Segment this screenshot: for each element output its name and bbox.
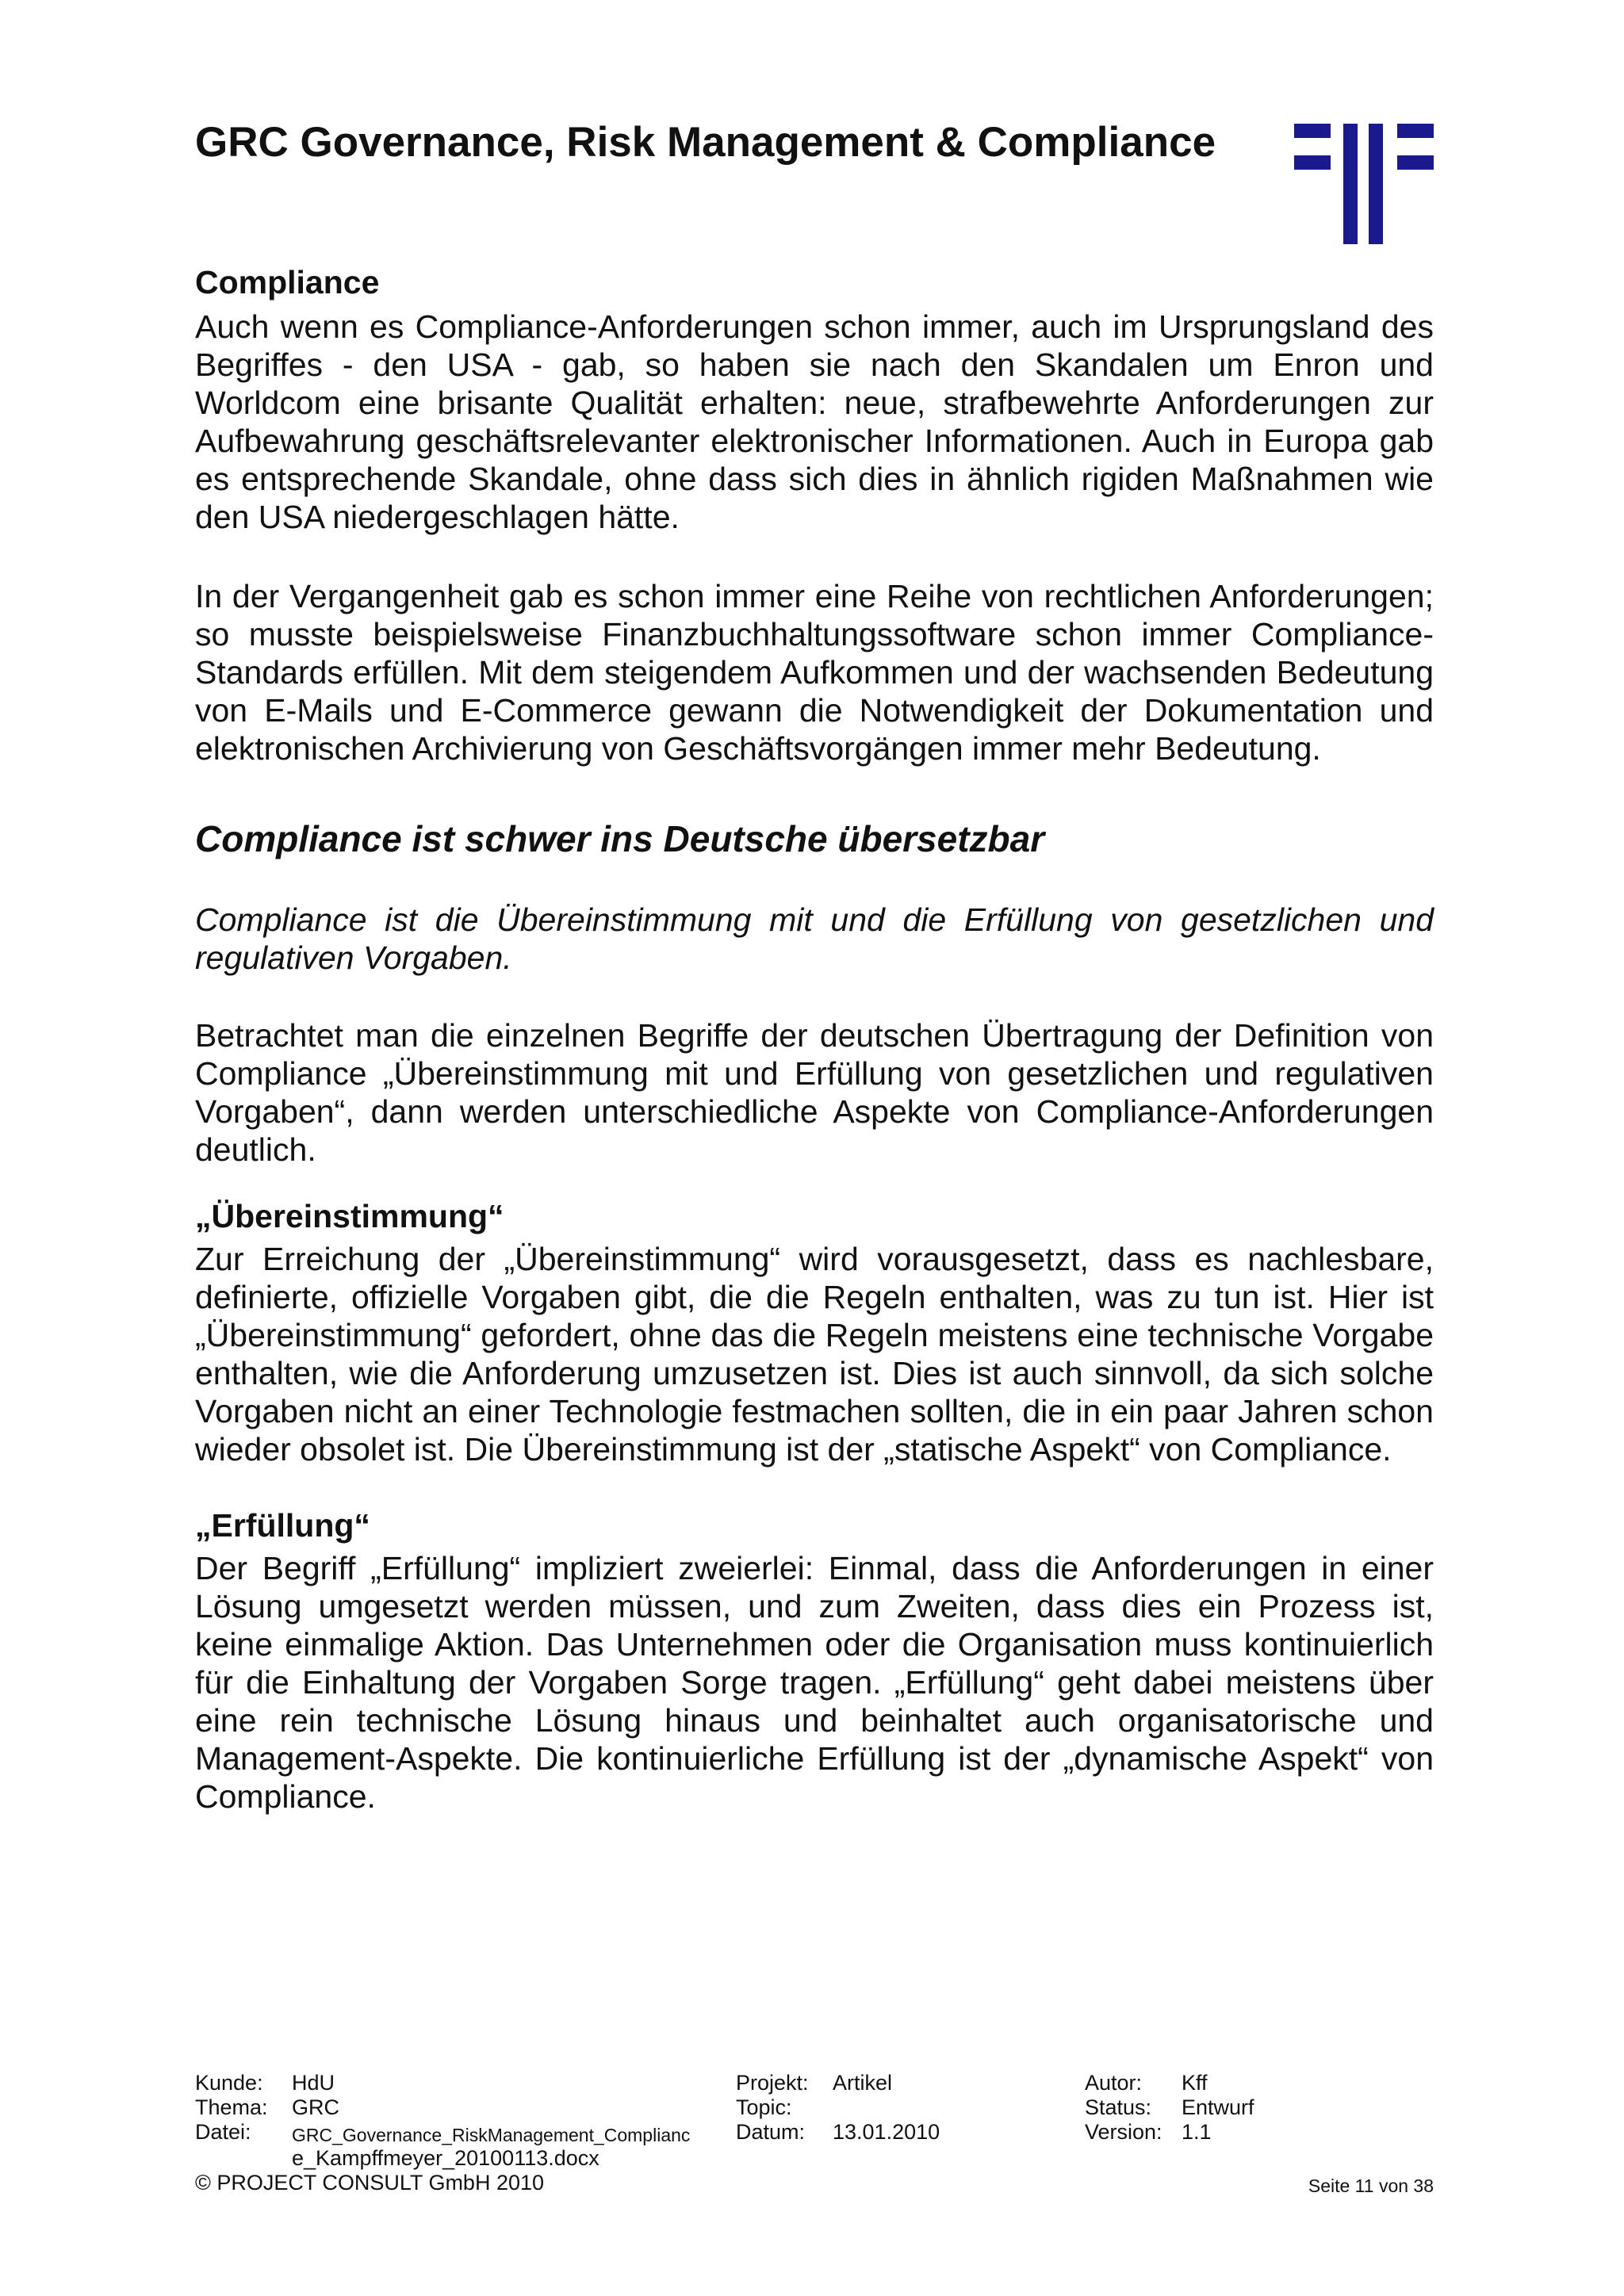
footer-autor-label: Autor: <box>1085 2071 1143 2095</box>
footer-thema-label: Thema: <box>195 2095 268 2119</box>
paragraph-uebereinstimmung: Zur Erreichung der „Übereinstimmung“ wird vorausgesetzt, dass es nachlesbare, definierte, offizielle Vorgaben gibt, die die Regeln enthalten, was zu tun ist. Hier ist „Übereinstimmung“ gefordert, ohne das die Regeln meistens eine technische Vorgabe enthalten, wie die Anforderung umzusetzen ist. Dies ist auch sinnvoll, da sich solche Vorgaben nicht an einer Technologie festmachen sollten, die in ein paar Jahren schon wieder obsolet ist. Die Übereinstimmung ist der „statische Aspekt“ von Compliance. <box>195 1241 1434 1468</box>
footer-copyright: © PROJECT CONSULT GmbH 2010 <box>195 2171 545 2195</box>
footer-projekt-value: Artikel <box>833 2071 893 2095</box>
footer-status-value: Entwurf <box>1182 2095 1254 2119</box>
company-logo <box>1294 124 1434 244</box>
footer-kunde-label: Kunde: <box>195 2071 263 2095</box>
footer-projekt-label: Projekt: <box>736 2071 809 2095</box>
footer-version-label: Version: <box>1085 2120 1162 2144</box>
paragraph-erfuellung: Der Begriff „Erfüllung“ impliziert zweierlei: Einmal, dass die Anforderungen in einer Lösung umgesetzt werden müssen, und zum Zweiten, dass dies ein Prozess ist, keine einmalige Aktion. Das Unternehmen oder die Organisation muss kontinuierlich für die Einhaltung der Vorgaben Sorge tragen. „Erfüllung“ geht dabei meistens über eine rein technische Lösung hinaus und beinhaltet auch organisatorische und Management-Aspekte. Die kontinuierliche Erfüllung ist der „dynamische Aspekt“ von Compliance. <box>195 1550 1434 1815</box>
section-title: Compliance ist schwer ins Deutsche übersetzbar <box>195 818 1045 859</box>
paragraph-history: In der Vergangenheit gab es schon immer eine Reihe von rechtlichen Anforderungen; so musste beispielsweise Finanzbuchhaltungssoftware schon immer Compliance-Standards erfüllen. Mit dem steigendem Aufkommen und der wachsenden Bedeutung von E-Mails und E-Commerce gewann die Notwendigkeit der Dokumentation und elektronischen Archivierung von Geschäftsvorgängen immer mehr Bedeutung. <box>195 578 1434 767</box>
footer-version-value: 1.1 <box>1182 2120 1212 2144</box>
definition-text: Compliance ist die Übereinstimmung mit und die Erfüllung von gesetzlichen und regulativen Vorgaben. <box>195 901 1434 976</box>
paragraph-definition-analysis: Betrachtet man die einzelnen Begriffe der deutschen Übertragung der Definition von Compliance „Übereinstimmung mit und Erfüllung von gesetzlichen und regulativen Vorgaben“, dann werden unterschiedliche Aspekte von Compliance-Anforderungen deutlich. <box>195 1017 1434 1168</box>
footer-datei-value-line1: GRC_Governance_RiskManagement_Complianc <box>292 2125 691 2145</box>
document-body <box>195 263 1434 1816</box>
footer-status-label: Status: <box>1085 2095 1152 2119</box>
footer-page-number: Seite 11 von 38 <box>1308 2175 1434 2196</box>
logo-mark <box>1294 124 1434 244</box>
footer-autor-value: Kff <box>1182 2071 1208 2095</box>
footer-topic-label: Topic: <box>736 2095 792 2119</box>
footer-thema-value: GRC <box>292 2095 339 2119</box>
heading-compliance: Compliance <box>195 264 380 300</box>
document-header-title: GRC Governance, Risk Management & Compliance <box>195 119 1216 166</box>
footer-datei-value-line2: e_Kampffmeyer_20100113.docx <box>292 2146 599 2170</box>
heading-uebereinstimmung: „Übereinstimmung“ <box>195 1198 504 1234</box>
footer-datum-label: Datum: <box>736 2120 806 2144</box>
footer-datei-label: Datei: <box>195 2120 251 2144</box>
footer-kunde-value: HdU <box>292 2071 335 2095</box>
heading-erfuellung: „Erfüllung“ <box>195 1507 370 1544</box>
footer-datum-value: 13.01.2010 <box>833 2120 940 2144</box>
paragraph-compliance-intro: Auch wenn es Compliance-Anforderungen schon immer, auch im Ursprungsland des Begriffes - den USA - gab, so haben sie nach den Skandalen um Enron und Worldcom eine brisante Qualität erhalten: neue, strafbewehrte Anforderungen zur Aufbewahrung geschäftsrelevanter elektronischer Informationen. Auch in Europa gab es entsprechende Skandale, ohne dass sich dies in ähnlich rigiden Maßnahmen wie den USA niedergeschlagen hätte. <box>195 308 1434 535</box>
